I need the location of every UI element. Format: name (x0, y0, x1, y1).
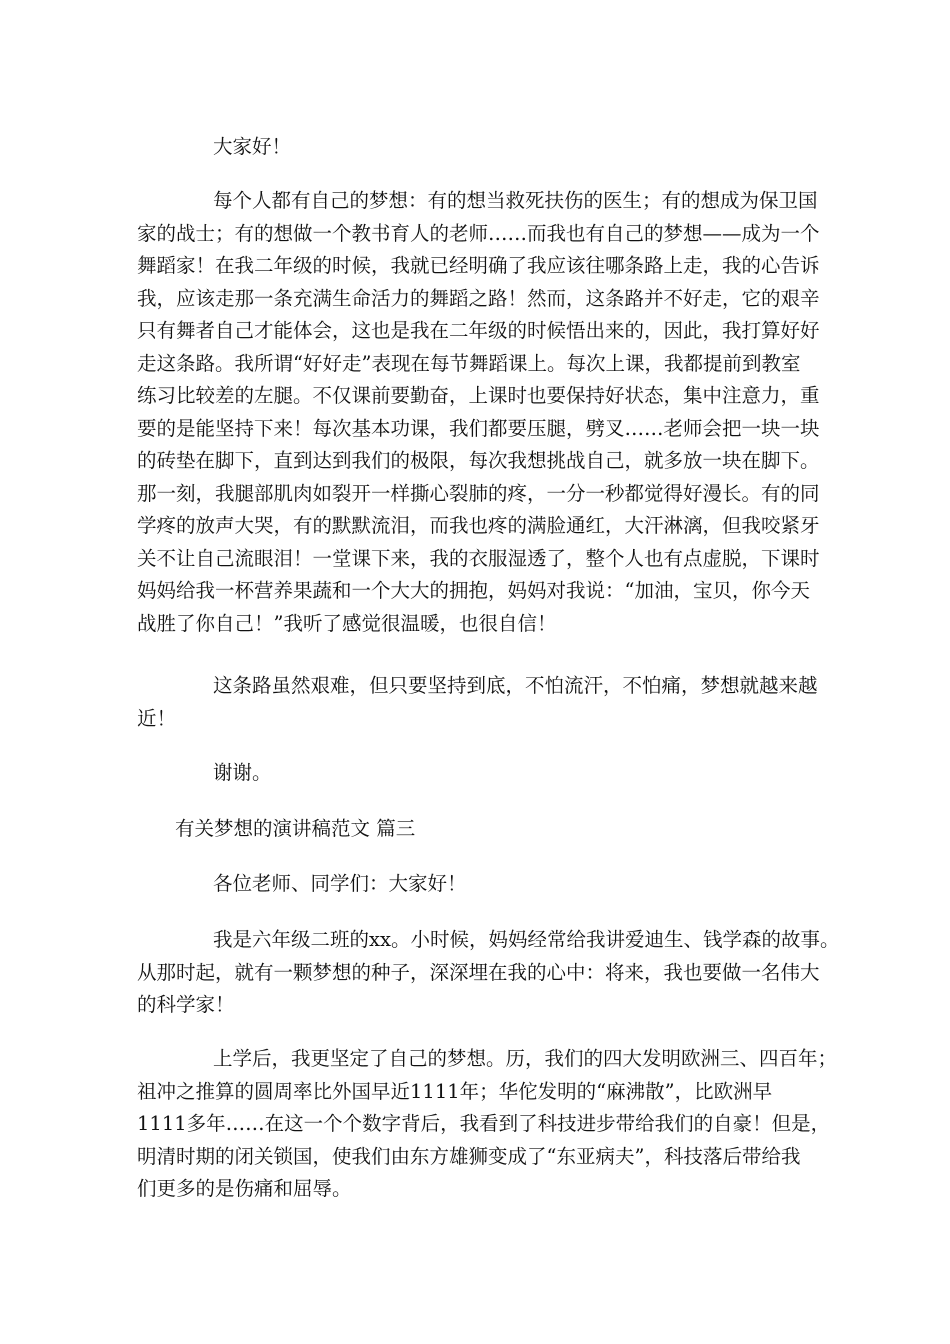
text-line: 只有舞者自己才能体会，这也是我在二年级的时候悟出来的，因此，我打算好好 (137, 319, 820, 342)
section-heading (175, 813, 865, 846)
text-line: 的科学家！ (137, 993, 235, 1016)
text-line: 近！ (137, 706, 177, 730)
text-line: 我，应该走那一条充满生命活力的舞蹈之路！然而，这条路并不好走，它的艰辛 (137, 286, 820, 310)
thanks-paragraph (137, 757, 827, 790)
text-line: 从那时起，就有一颗梦想的种子，深深埋在我的心中：将来，我也要做一名伟大 (137, 960, 820, 984)
text-line: 各位老师、同学们：大家好！ (213, 872, 467, 895)
text-line: 走这条路。我所谓“好好走”表现在每节舞蹈课上。每次上课，我都提前到教室 (137, 351, 801, 375)
salutation-paragraph (137, 868, 827, 901)
text-line: 练习比较差的左腿。不仅课前要勤奋，上课时也要保持好状态，集中注意力，重 (137, 384, 820, 407)
conclusion-paragraph (137, 670, 827, 735)
dream-story-paragraph (137, 185, 827, 640)
text-line: 明清时期的闭关锁国，使我们由东方雄狮变成了“东亚病夫”，科技落后带给我 (137, 1144, 801, 1168)
heading-text: 有关梦想的演讲稿范文 篇三 (175, 817, 416, 840)
text-line: 舞蹈家！在我二年级的时候，我就已经明确了我应该往哪条路上走，我的心告诉 (137, 254, 820, 277)
science-history-paragraph (137, 1043, 838, 1206)
text-line: 关不让自己流眼泪！一堂课下来，我的衣服湿透了，整个人也有点虚脱，下课时 (137, 546, 820, 570)
greeting-paragraph (137, 131, 827, 164)
introduction-paragraph (137, 924, 840, 1022)
text-line: 谢谢。 (213, 761, 272, 784)
text-line: 学疼的放声大哭，有的默默流泪，而我也疼的满脸通红，大汗淋漓，但我咬紧牙 (137, 514, 820, 537)
text-line: 们更多的是伤痛和屈辱。 (137, 1177, 352, 1200)
text-line: 战胜了你自己！”我听了感觉很温暖，也很自信！ (137, 611, 557, 635)
text-line: 要的是能坚持下来！每次基本功课，我们都要压腿，劈叉……老师会把一块一块 (137, 416, 820, 440)
text-line: 大家好！ (213, 135, 292, 158)
text-line: 妈妈给我一杯营养果蔬和一个大大的拥抱，妈妈对我说：“加油，宝贝，你今天 (137, 579, 810, 602)
text-line: 家的战士；有的想做一个教书育人的老师……而我也有自己的梦想——成为一个 (137, 221, 820, 245)
text-line: 我是六年级二班的xx。小时候，妈妈经常给我讲爱迪生、钱学森的故事。 (213, 928, 840, 951)
text-line: 每个人都有自己的梦想：有的想当救死扶伤的医生；有的想成为保卫国 (213, 189, 818, 212)
text-line: 这条路虽然艰难，但只要坚持到底，不怕流汗，不怕痛，梦想就越来越 (213, 674, 818, 697)
text-line: 上学后，我更坚定了自己的梦想。历，我们的四大发明欧洲三、四百年； (213, 1047, 838, 1070)
text-line: 那一刻，我腿部肌肉如裂开一样撕心裂肺的疼，一分一秒都觉得好漫长。有的同 (137, 481, 820, 505)
text-line: 祖冲之推算的圆周率比外国早近1111年；华佗发明的“麻沸散”，比欧洲早 (137, 1079, 773, 1103)
text-line: 1111多年……在这一个个数字背后，我看到了科技进步带给我们的自豪！但是， (137, 1112, 831, 1135)
text-line: 的砖垫在脚下，直到达到我们的极限，每次我想挑战自己，就多放一块在脚下。 (137, 449, 820, 472)
